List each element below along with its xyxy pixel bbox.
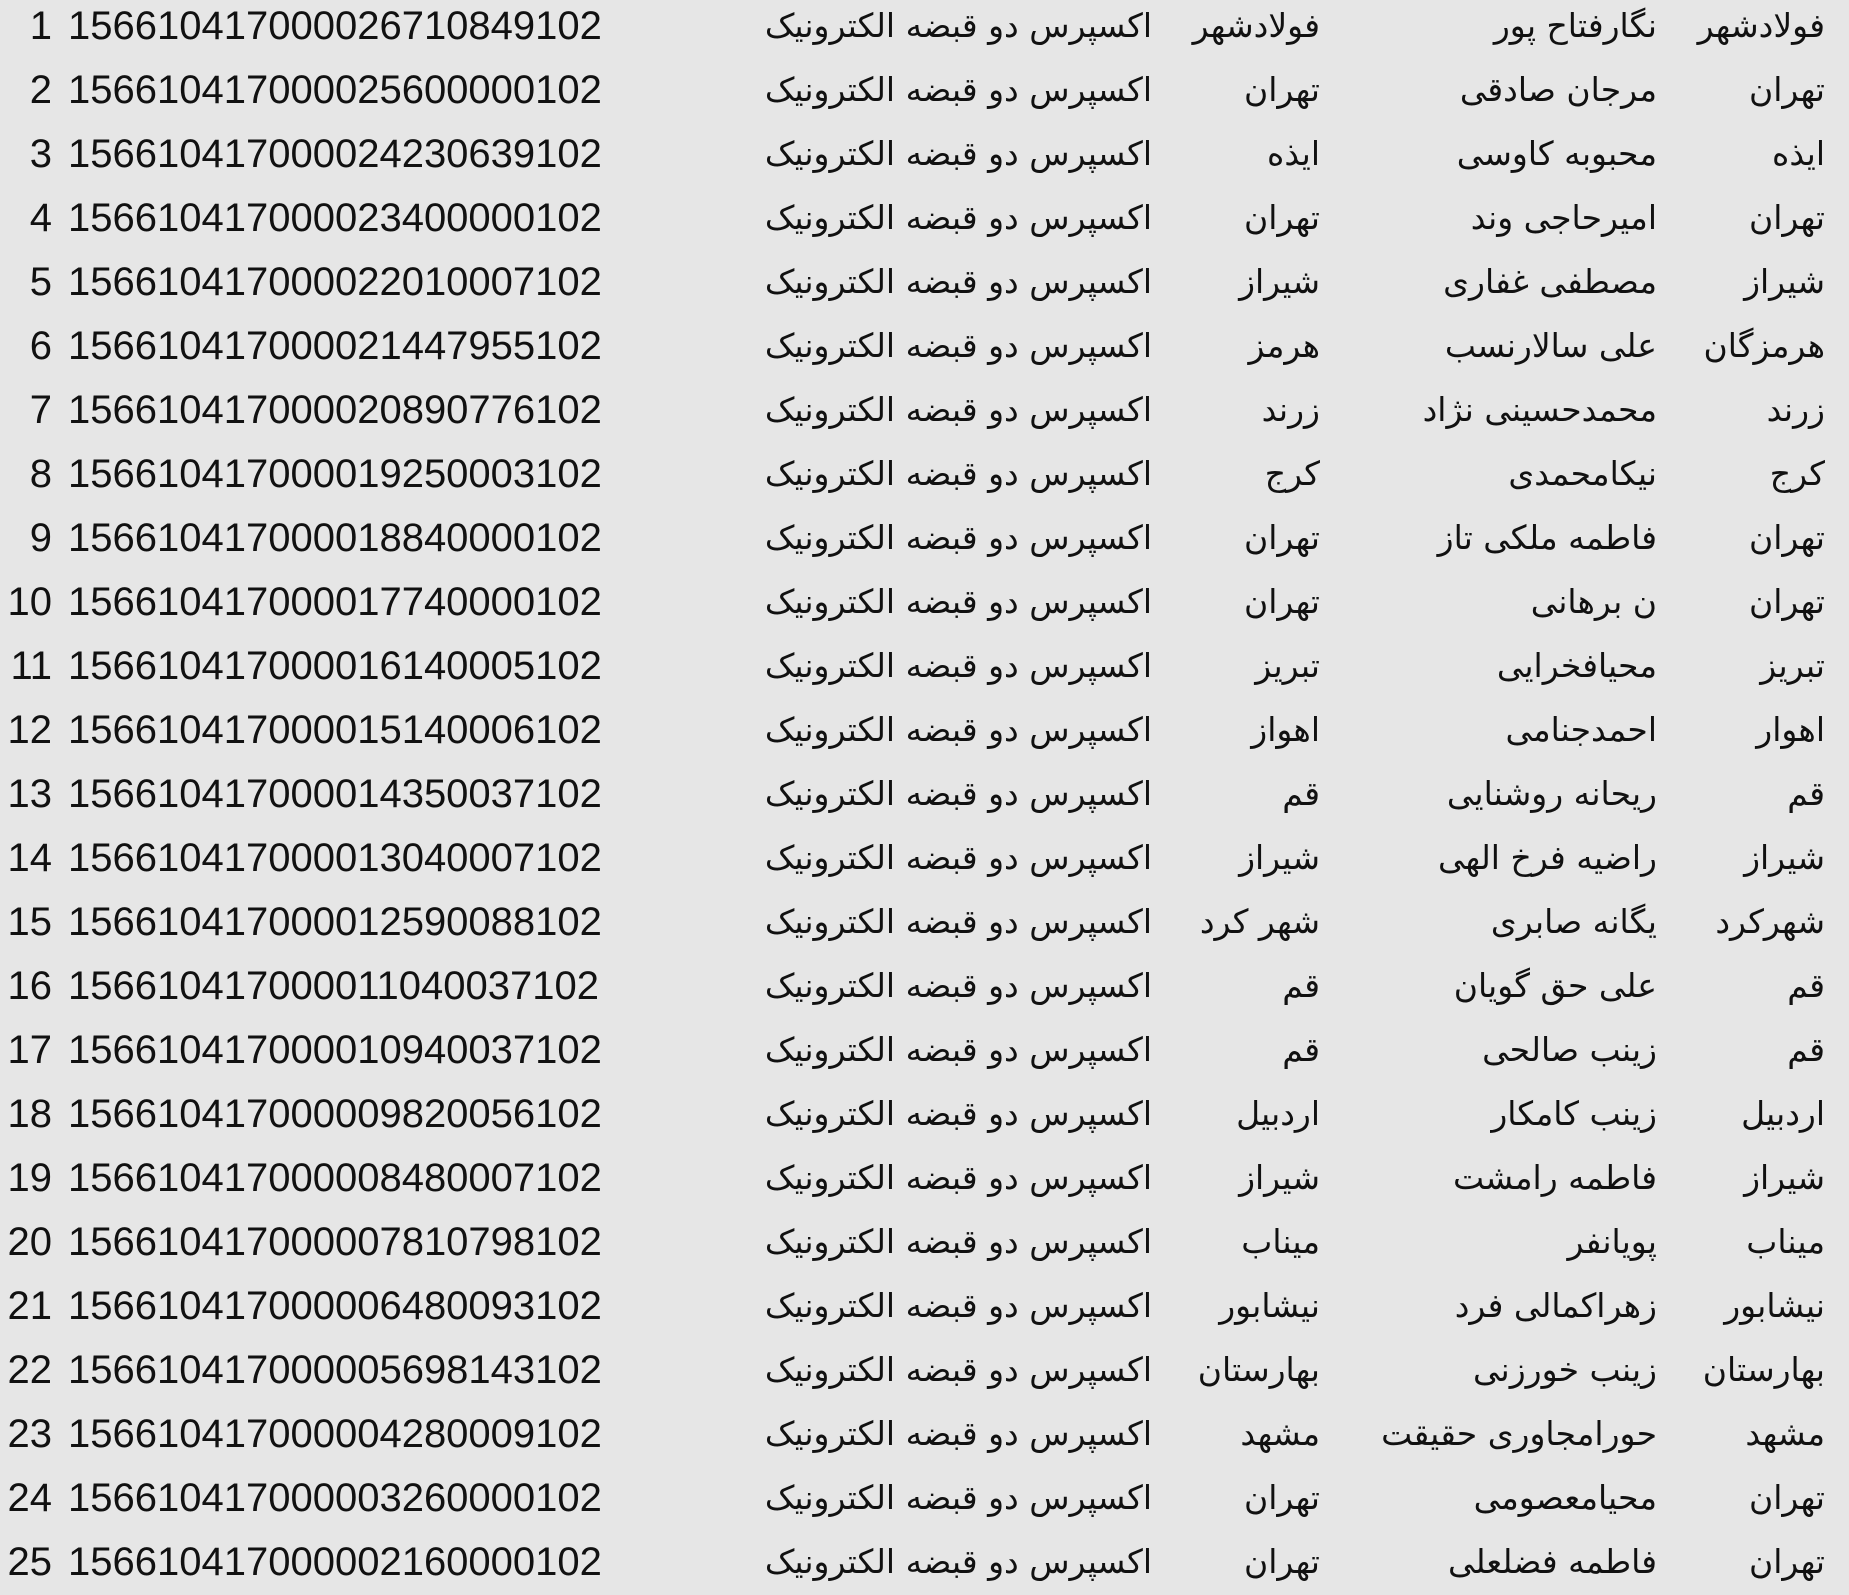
service-type: اکسپرس دو قبضه الکترونیک <box>764 262 1152 301</box>
region: کرج <box>1769 454 1825 493</box>
service-type: اکسپرس دو قبضه الکترونیک <box>764 1222 1152 1261</box>
city: تبریز <box>1255 646 1320 685</box>
row-number: 24 <box>7 1476 52 1520</box>
table-row <box>0 1216 1849 1268</box>
region: اردبیل <box>1741 1094 1825 1133</box>
tracking-code: 156610417000024230639102 <box>68 132 602 176</box>
tracking-code: 156610417000006480093102 <box>68 1284 602 1328</box>
service-type: اکسپرس دو قبضه الکترونیک <box>764 518 1152 557</box>
recipient-name: زینب کامکار <box>1491 1094 1657 1133</box>
table-row <box>0 64 1849 116</box>
table-row <box>0 1472 1849 1524</box>
recipient-name: محبوبه کاوسی <box>1456 134 1657 173</box>
row-number: 6 <box>29 324 52 368</box>
service-type: اکسپرس دو قبضه الکترونیک <box>764 1158 1152 1197</box>
region: تهران <box>1748 70 1825 109</box>
recipient-name: زینب صالحی <box>1482 1030 1657 1069</box>
row-number: 8 <box>29 452 52 496</box>
region: نیشابور <box>1724 1286 1825 1325</box>
table-row <box>0 448 1849 500</box>
tracking-code: 156610417000007810798102 <box>68 1220 602 1264</box>
row-number: 9 <box>29 516 52 560</box>
table-row <box>0 0 1849 52</box>
table-row <box>0 960 1849 1012</box>
region: شهرکرد <box>1715 902 1825 941</box>
row-number: 23 <box>7 1412 52 1456</box>
region: بهارستان <box>1702 1350 1825 1389</box>
row-number: 4 <box>29 196 52 240</box>
tracking-code: 156610417000002160000102 <box>68 1540 602 1584</box>
tracking-code: 156610417000013040007102 <box>68 836 602 880</box>
row-number: 5 <box>29 260 52 304</box>
service-type: اکسپرس دو قبضه الکترونیک <box>764 966 1152 1005</box>
service-type: اکسپرس دو قبضه الکترونیک <box>764 6 1152 45</box>
service-type: اکسپرس دو قبضه الکترونیک <box>764 198 1152 237</box>
region: شیراز <box>1744 838 1825 877</box>
table-row <box>0 896 1849 948</box>
recipient-name: احمدجنامی <box>1505 710 1657 749</box>
row-number: 15 <box>7 900 52 944</box>
region: تهران <box>1748 582 1825 621</box>
service-type: اکسپرس دو قبضه الکترونیک <box>764 646 1152 685</box>
city: میناب <box>1241 1222 1320 1261</box>
region: تبریز <box>1760 646 1825 685</box>
service-type: اکسپرس دو قبضه الکترونیک <box>764 454 1152 493</box>
region: شیراز <box>1744 1158 1825 1197</box>
table-row <box>0 576 1849 628</box>
table-row <box>0 192 1849 244</box>
region: قم <box>1787 966 1825 1005</box>
region: ایذه <box>1772 134 1825 173</box>
service-type: اکسپرس دو قبضه الکترونیک <box>764 390 1152 429</box>
city: اهواز <box>1251 710 1320 749</box>
region: اهوار <box>1756 710 1825 749</box>
row-number: 3 <box>29 132 52 176</box>
row-number: 1 <box>29 4 52 48</box>
row-number: 12 <box>7 708 52 752</box>
recipient-name: نگارفتاح پور <box>1493 6 1657 45</box>
city: شهر کرد <box>1199 902 1320 941</box>
table-row <box>0 1152 1849 1204</box>
region: فولادشهر <box>1697 6 1825 45</box>
table-row <box>0 832 1849 884</box>
service-type: اکسپرس دو قبضه الکترونیک <box>764 1350 1152 1389</box>
table-row <box>0 256 1849 308</box>
tracking-code: 156610417000004280009102 <box>68 1412 602 1456</box>
service-type: اکسپرس دو قبضه الکترونیک <box>764 326 1152 365</box>
service-type: اکسپرس دو قبضه الکترونیک <box>764 1094 1152 1133</box>
recipient-name: مرجان صادقی <box>1459 70 1657 109</box>
table-row <box>0 1280 1849 1332</box>
city: زرند <box>1261 390 1320 429</box>
tracking-code: 156610417000012590088102 <box>68 900 602 944</box>
row-number: 17 <box>7 1028 52 1072</box>
city: شیراز <box>1239 262 1320 301</box>
city: قم <box>1282 1030 1320 1069</box>
row-number: 21 <box>7 1284 52 1328</box>
recipient-name: علی حق گویان <box>1453 966 1657 1005</box>
city: مشهد <box>1240 1414 1320 1453</box>
service-type: اکسپرس دو قبضه الکترونیک <box>764 1286 1152 1325</box>
recipient-name: زهراکمالی فرد <box>1454 1286 1657 1325</box>
row-number: 2 <box>29 68 52 112</box>
recipient-name: مصطفی غفاری <box>1443 262 1657 301</box>
region: تهران <box>1748 198 1825 237</box>
recipient-name: ریحانه روشنایی <box>1446 774 1657 813</box>
recipient-name: محمدحسینی نژاد <box>1422 390 1657 429</box>
service-type: اکسپرس دو قبضه الکترونیک <box>764 1414 1152 1453</box>
city: نیشابور <box>1219 1286 1320 1325</box>
table-row <box>0 640 1849 692</box>
table-row <box>0 768 1849 820</box>
region: تهران <box>1748 518 1825 557</box>
row-number: 10 <box>7 580 52 624</box>
region: میناب <box>1746 1222 1825 1261</box>
tracking-code: 156610417000026710849102 <box>68 4 602 48</box>
table-row <box>0 128 1849 180</box>
service-type: اکسپرس دو قبضه الکترونیک <box>764 134 1152 173</box>
table-row <box>0 1344 1849 1396</box>
tracking-code: 156610417000014350037102 <box>68 772 602 816</box>
city: تهران <box>1243 582 1320 621</box>
city: تهران <box>1243 70 1320 109</box>
city: شیراز <box>1239 1158 1320 1197</box>
city: شیراز <box>1239 838 1320 877</box>
tracking-code: 156610417000011040037102 <box>68 964 599 1008</box>
row-number: 14 <box>7 836 52 880</box>
tracking-code: 156610417000019250003102 <box>68 452 602 496</box>
city: تهران <box>1243 198 1320 237</box>
service-type: اکسپرس دو قبضه الکترونیک <box>764 1542 1152 1581</box>
service-type: اکسپرس دو قبضه الکترونیک <box>764 1478 1152 1517</box>
tracking-code: 156610417000005698143102 <box>68 1348 602 1392</box>
tracking-code: 156610417000018840000102 <box>68 516 602 560</box>
service-type: اکسپرس دو قبضه الکترونیک <box>764 902 1152 941</box>
recipient-name: محیافخرایی <box>1496 646 1657 685</box>
recipient-name: زینب خورزنی <box>1473 1350 1657 1389</box>
row-number: 25 <box>7 1540 52 1584</box>
city: فولادشهر <box>1192 6 1320 45</box>
tracking-code: 156610417000016140005102 <box>68 644 602 688</box>
city: تهران <box>1243 1478 1320 1517</box>
region: قم <box>1787 774 1825 813</box>
region: زرند <box>1766 390 1825 429</box>
row-number: 11 <box>10 644 52 688</box>
recipient-name: یگانه صابری <box>1490 902 1657 941</box>
service-type: اکسپرس دو قبضه الکترونیک <box>764 1030 1152 1069</box>
recipient-name: ن برهانی <box>1530 582 1657 621</box>
city: بهارستان <box>1197 1350 1320 1389</box>
service-type: اکسپرس دو قبضه الکترونیک <box>764 774 1152 813</box>
region: هرمزگان <box>1703 326 1825 365</box>
region: تهران <box>1748 1542 1825 1581</box>
recipient-name: علی سالارنسب <box>1444 326 1657 365</box>
tracking-code: 156610417000020890776102 <box>68 388 602 432</box>
city: اردبیل <box>1236 1094 1320 1133</box>
service-type: اکسپرس دو قبضه الکترونیک <box>764 710 1152 749</box>
city: تهران <box>1243 1542 1320 1581</box>
row-number: 18 <box>7 1092 52 1136</box>
region: قم <box>1787 1030 1825 1069</box>
recipient-name: امیرحاجی وند <box>1470 198 1657 237</box>
tracking-code: 156610417000015140006102 <box>68 708 602 752</box>
recipient-name: حورامجاوری حقیقت <box>1381 1414 1657 1453</box>
service-type: اکسپرس دو قبضه الکترونیک <box>764 582 1152 621</box>
recipient-name: پویانفر <box>1567 1222 1657 1261</box>
row-number: 7 <box>29 388 52 432</box>
recipient-name: راضیه فرخ الهی <box>1438 838 1657 877</box>
table-row <box>0 320 1849 372</box>
recipient-name: فاطمه رامشت <box>1453 1158 1657 1197</box>
tracking-code: 156610417000023400000102 <box>68 196 602 240</box>
row-number: 22 <box>7 1348 52 1392</box>
row-number: 19 <box>7 1156 52 1200</box>
tracking-code: 156610417000010940037102 <box>68 1028 602 1072</box>
row-number: 20 <box>7 1220 52 1264</box>
table-row <box>0 1024 1849 1076</box>
table-row <box>0 1088 1849 1140</box>
row-number: 16 <box>7 964 52 1008</box>
city: ایذه <box>1267 134 1320 173</box>
region: تهران <box>1748 1478 1825 1517</box>
city: هرمز <box>1248 326 1320 365</box>
recipient-name: فاطمه فضلعلی <box>1447 1542 1657 1581</box>
city: تهران <box>1243 518 1320 557</box>
service-type: اکسپرس دو قبضه الکترونیک <box>764 70 1152 109</box>
recipient-name: نیکامحمدی <box>1508 454 1657 493</box>
region: مشهد <box>1745 1414 1825 1453</box>
table-row <box>0 384 1849 436</box>
city: کرج <box>1264 454 1320 493</box>
recipient-name: محیامعصومی <box>1473 1478 1657 1517</box>
table-row <box>0 512 1849 564</box>
row-number: 13 <box>7 772 52 816</box>
recipient-name: فاطمه ملکی تاز <box>1437 518 1657 557</box>
tracking-code: 156610417000021447955102 <box>68 324 602 368</box>
table-row <box>0 1536 1849 1588</box>
tracking-code: 156610417000022010007102 <box>68 260 602 304</box>
tracking-code: 156610417000025600000102 <box>68 68 602 112</box>
tracking-code: 156610417000017740000102 <box>68 580 602 624</box>
table-row <box>0 704 1849 756</box>
tracking-code: 156610417000009820056102 <box>68 1092 602 1136</box>
city: قم <box>1282 774 1320 813</box>
city: قم <box>1282 966 1320 1005</box>
table-row <box>0 1408 1849 1460</box>
service-type: اکسپرس دو قبضه الکترونیک <box>764 838 1152 877</box>
tracking-code: 156610417000003260000102 <box>68 1476 602 1520</box>
region: شیراز <box>1744 262 1825 301</box>
tracking-code: 156610417000008480007102 <box>68 1156 602 1200</box>
